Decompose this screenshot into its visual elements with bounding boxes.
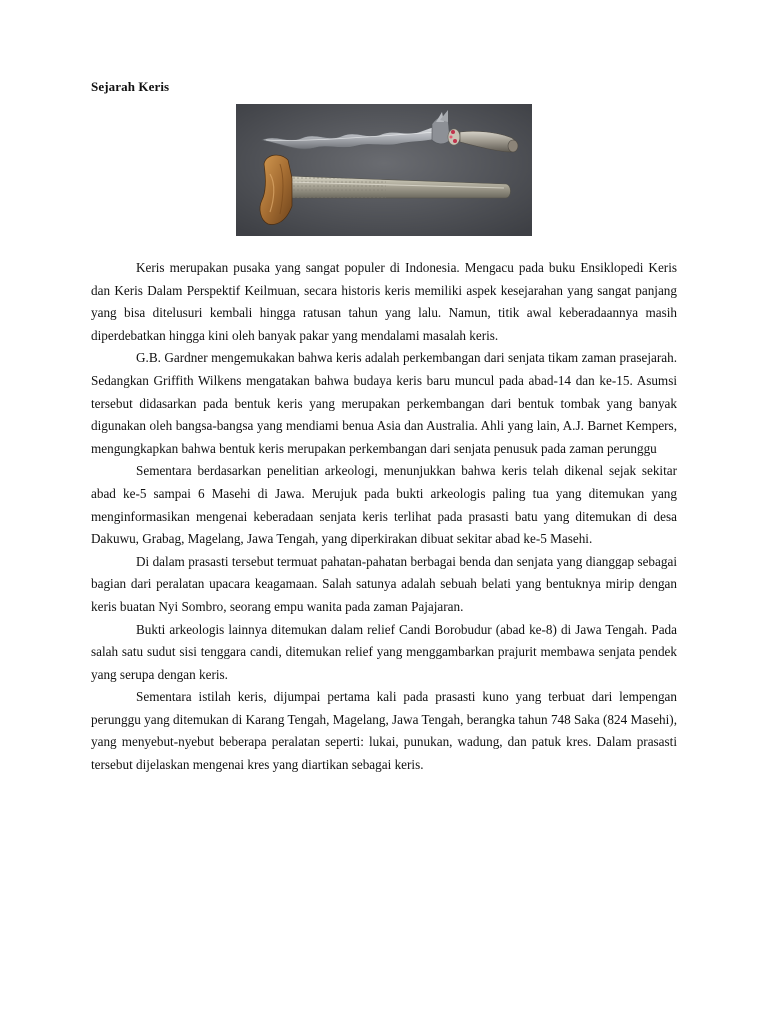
sheath-wood-top-icon	[260, 155, 292, 224]
paragraph: G.B. Gardner mengemukakan bahwa keris adalah perkembangan dari senjata tikam zaman prasejarah. Sedangkan Griffith Wilkens mengatakan bahwa budaya keris baru muncul pada abad-14 dan ke-15. Asumsi tersebut didasarkan pada bentuk keris yang merupakan perkembangan dari bentuk tombak yang banyak digunakan oleh bangsa-bangsa yang mendiami benua Asia dan Australia. Ahli yang lain, A.J. Barnet Kempers, mengungkapkan bahwa bentuk keris merupakan perkembangan dari senjata penusuk pada zaman perunggu	[91, 350, 677, 456]
page-title: Sejarah Keris	[91, 79, 170, 94]
paragraph: Bukti arkeologis lainnya ditemukan dalam relief Candi Borobudur (abad ke-8) di Jawa Tengah. Pada salah satu sudut sisi tenggara candi, ditemukan relief yang menggambarkan prajurit membawa senjata pendek yang serupa dengan keris.	[91, 621, 677, 682]
keris-collar-icon	[448, 129, 460, 145]
paragraph: Sementara istilah keris, dijumpai pertama kali pada prasasti kuno yang terbuat dari lempengan perunggu yang ditemukan di Karang Tengah, Magelang, Jawa Tengah, berangka tahun 748 Saka (824 Masehi), yang menyebut-nyebut beberapa peralatan seperti: lukai, punukan, wadung, dan patuk kres. Dalam prasasti tersebut dijelaskan mengenai kres yang diartikan sebagai keris.	[91, 689, 677, 773]
paragraph: Di dalam prasasti tersebut termuat pahatan-pahatan berbagai benda dan senjata yang dianggap sebagai bagian dari peralatan upacara keagamaan. Salah satunya adalah sebuah belati yang bentuknya mirip dengan keris buatan Nyi Sombro, seorang empu wanita pada zaman Pajajaran.	[91, 553, 677, 614]
paragraph: Sementara berdasarkan penelitian arkeologi, menunjukkan bahwa keris telah dikenal sejak sekitar abad ke-5 sampai 6 Masehi di Jawa. Merujuk pada bukti arkeologis paling tua yang ditemukan yang menginformasikan mengenai keberadaan senjata keris terlihat pada prasasti batu yang ditemukan di desa Dakuwu, Grabag, Magelang, Jawa Tengah, yang diperkirakan dibuat sekitar abad ke-5 Masehi.	[91, 463, 677, 547]
article-body	[91, 257, 677, 777]
paragraph: Keris merupakan pusaka yang sangat populer di Indonesia. Mengacu pada buku Ensiklopedi Keris dan Keris Dalam Perspektif Keilmuan, secara historis keris memiliki aspek kesejarahan yang sangat panjang yang bisa ditelusuri kembali hingga ratusan tahun yang lalu. Namun, titik awal keberadaannya masih diperdebatkan hingga kini oleh banyak pakar yang mendalami masalah keris.	[91, 260, 677, 343]
keris-photo	[236, 104, 532, 236]
